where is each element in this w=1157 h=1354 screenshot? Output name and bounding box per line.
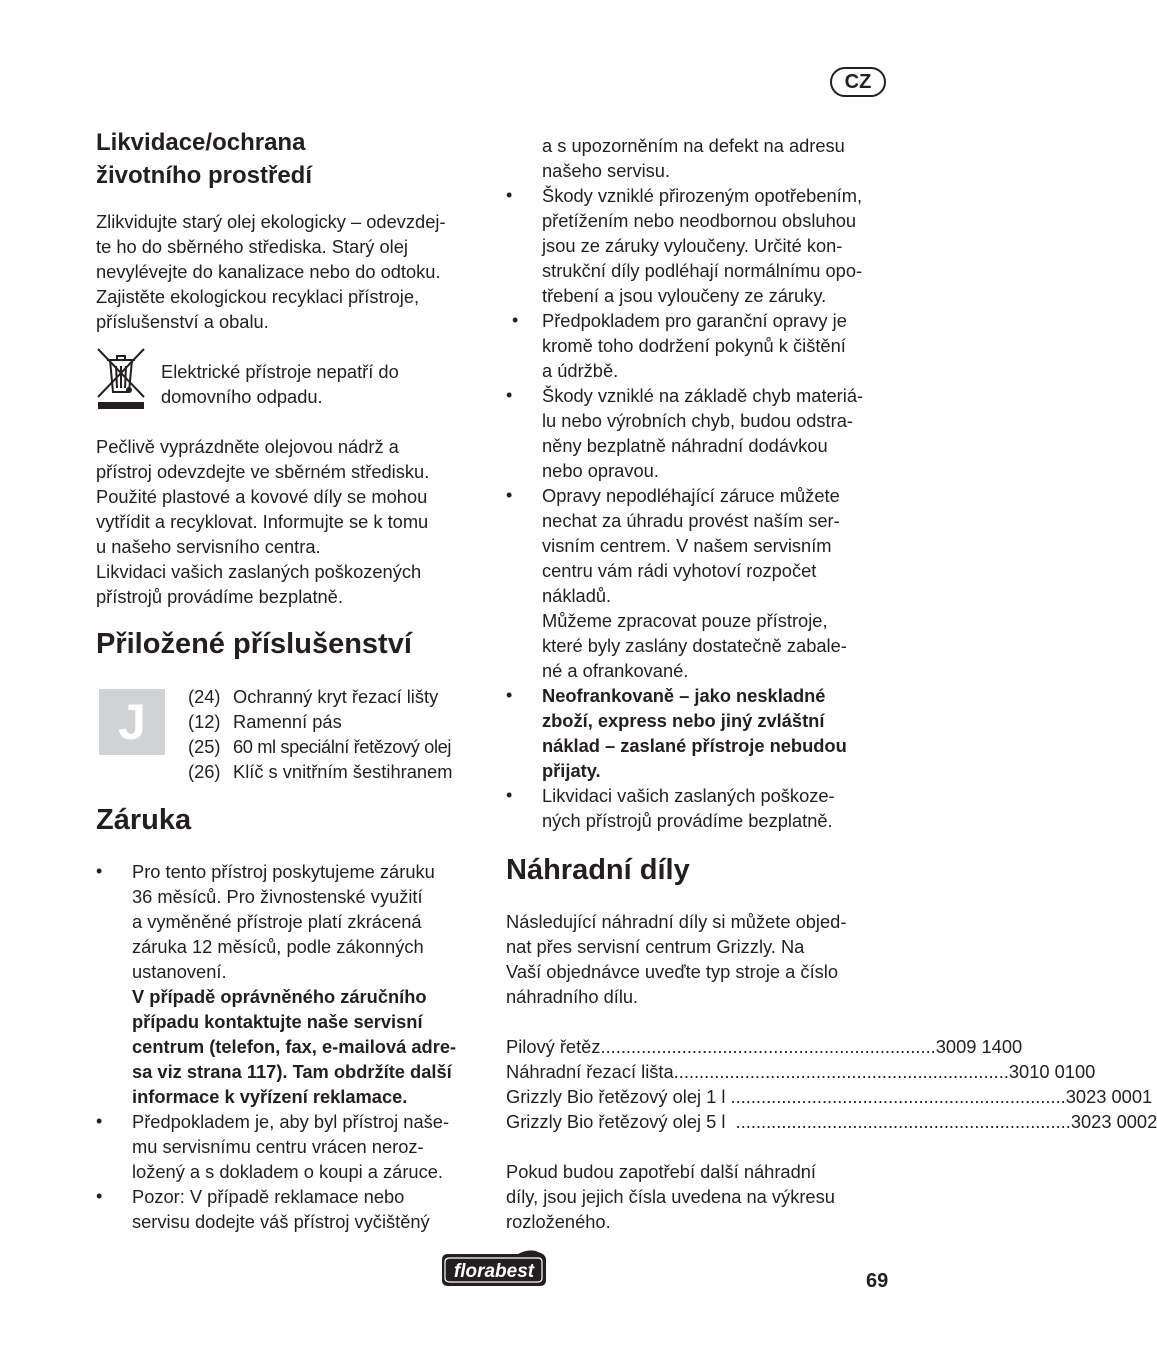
spare-part-row: Pilový řetěz .................................................................. 3009 1400: [506, 1036, 1023, 1057]
spare-part-row: Náhradní řezací lišta .................................................................. 3010 0100: [506, 1061, 1096, 1082]
disposal-paragraph-1: Zlikvidujte starý olej ekologicky – odevzdej- te ho do sběrného střediska. Starý olej nevylévejte do kanalizace nebo do odtoku. Zajistěte ekologickou recyklaci přístroje, příslušenství a obalu.: [96, 211, 446, 332]
crossed-out-bin-icon: [96, 346, 146, 410]
spare-parts-title: Náhradní díly: [506, 854, 690, 886]
spare-parts-list: [506, 1034, 1157, 1134]
spare-part-row: Grizzly Bio řetězový olej 5 l .................................................................. 3023 0002: [506, 1111, 1157, 1132]
language-badge: CZ: [830, 67, 886, 97]
warranty-list-right: [506, 133, 896, 833]
accessory-box-J: J: [99, 689, 165, 755]
warranty-bullet-3-continued: a s upozorněním na defekt na adresu našeho servisu.: [542, 135, 845, 181]
accessories-list: [188, 684, 488, 784]
spare-parts-intro: Následující náhradní díly si můžete objed- nat přes servisní centrum Grizzly. Na Vaší objednávce uveďte typ stroje a číslo náhradního dílu.: [506, 911, 847, 1007]
spare-parts-outro: Pokud budou zapotřebí další náhradní díly, jsou jejich čísla uvedena na výkresu rozloženého.: [506, 1161, 835, 1232]
warranty-title: Záruka: [96, 804, 192, 836]
warranty-bullet-8: • Neofrankovaně – jako neskladné zboží, express nebo jiný zvláštní náklad – zaslané přístroje nebudou přijaty.: [506, 685, 847, 781]
warranty-list-left: [96, 859, 486, 1234]
warranty-bullet-7: • Opravy nepodléhající záruce můžete nechat za úhradu provést naším ser- visním centrem. V našem servisním centru vám rádi vyhotoví rozpočet nákladů. Můžeme zpracovat pouze přístroje, které byly zaslány dostatečně zabale- né a ofrankované.: [506, 485, 847, 681]
warranty-bullet-9: • Likvidaci vašich zaslaných poškoze- ných přístrojů provádíme bezplatně.: [506, 785, 835, 831]
page-number: 69: [866, 1270, 889, 1292]
spare-part-row: Grizzly Bio řetězový olej 1 l .................................................................. 3023 0001: [506, 1086, 1153, 1107]
disposal-title: Likvidace/ochrana životního prostředí: [96, 129, 312, 189]
florabest-logo: [438, 1246, 552, 1290]
disposal-paragraph-2: Pečlivě vyprázdněte olejovou nádrž a přístroj odevzdejte ve sběrném středisku. Použité plastové a kovové díly se mohou vytřídit a recyklovat. Informujte se k tomu u našeho servisního centra. Likvidaci vašich zaslaných poškozených přístrojů provádíme bezplatně.: [96, 436, 430, 607]
warranty-bullet-4: • Škody vzniklé přirozeným opotřebením, přetížením nebo neodbornou obsluhou jsou ze záruky vyloučeny. Určité kon- strukční díly podléhají normálnímu opo- třebení a jsou vyloučeny ze záruky.: [506, 185, 863, 306]
warranty-bullet-6: • Škody vzniklé na základě chyb materiá- lu nebo výrobních chyb, budou odstra- něny bezplatně náhradní dodávkou nebo opravou.: [506, 385, 864, 481]
accessory-item: (25) 60 ml speciální řetězový olej: [188, 736, 452, 757]
accessories-title: Přiložené příslušenství: [96, 628, 412, 660]
warranty-bullet-1: • Pro tento přístroj poskytujeme záruku 36 měsíců. Pro živnostenské využití a vyměněné přístroje platí zkrácená záruka 12 měsíců, podle zákonných ustanovení. V případě oprávněného záručního případu kontaktujte naše servisní centrum (telefon, fax, e-mailová adre- sa viz strana 117). Tam obdržíte další informace k vyřízení reklamace.: [96, 861, 457, 1107]
warranty-bullet-2: • Předpokladem je, aby byl přístroj naše- mu servisnímu centru vrácen neroz- ložený a s dokladem o koupi a záruce.: [96, 1111, 450, 1182]
accessory-item: (26) Klíč s vnitřním šestihranem: [188, 761, 453, 782]
weee-notice: Elektrické přístroje nepatří do domovního odpadu.: [161, 361, 399, 407]
warranty-bullet-3: • Pozor: V případě reklamace nebo servisu dodejte váš přístroj vyčištěný: [96, 1186, 430, 1232]
accessory-item: (12) Ramenní pás: [188, 711, 342, 732]
warranty-bullet-5: • Předpokladem pro garanční opravy je kromě toho dodržení pokynů k čištění a údržbě.: [512, 310, 847, 381]
svg-text:florabest: florabest: [453, 1261, 535, 1282]
accessory-item: (24) Ochranný kryt řezací lišty: [188, 686, 439, 707]
